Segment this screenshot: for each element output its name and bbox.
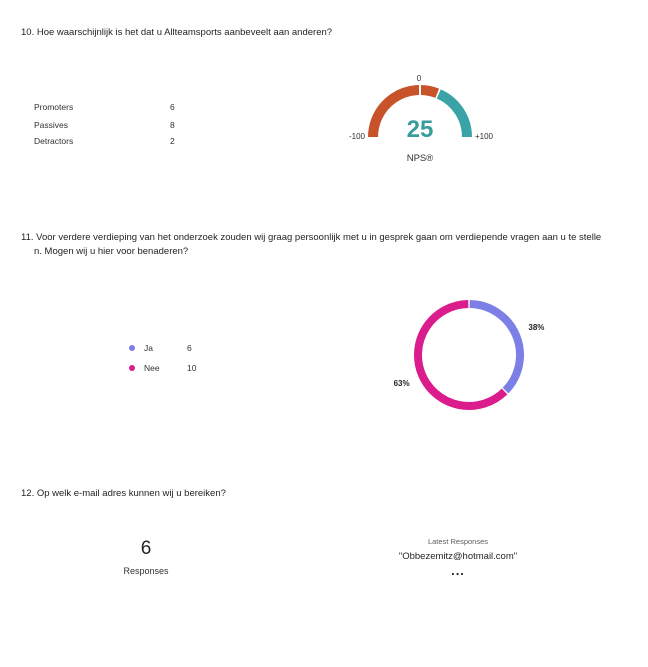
- nps-gauge-max-label: +100: [474, 132, 494, 141]
- q11-title-line2: n. Mogen wij u hier voor benaderen?: [34, 246, 189, 257]
- detractors-label: Detractors: [34, 136, 74, 146]
- promoters-value: 6: [170, 102, 175, 112]
- responses-label: Responses: [123, 566, 169, 576]
- promoters-label: Promoters: [34, 102, 74, 112]
- donut-slice-nee[interactable]: [418, 304, 505, 406]
- latest-responses-title: Latest Responses: [427, 537, 489, 546]
- nps-label: NPS®: [406, 153, 434, 164]
- legend-value-ja: 6: [187, 343, 192, 353]
- donut-slice-ja[interactable]: [470, 304, 520, 391]
- q12-title: 12. Op welk e-mail adres kunnen wij u bereiken?: [21, 488, 226, 499]
- nps-gauge-mid-label: 0: [416, 74, 422, 83]
- donut-label-nee: 63%: [393, 378, 410, 388]
- q11-title-line1: 11. Voor verdere verdieping van het onderzoek zouden wij graag persoonlijk met u in gesprek gaan om verdiepende vragen aan u te stelle: [21, 232, 602, 243]
- more-responses-button[interactable]: ...: [451, 563, 465, 578]
- donut-label-ja: 38%: [528, 323, 545, 333]
- nps-score: 25: [406, 116, 434, 143]
- legend-label-ja: Ja: [144, 343, 153, 353]
- nps-gauge-min-label: -100: [348, 132, 366, 141]
- passives-value: 8: [170, 120, 175, 130]
- responses-count: 6: [140, 538, 152, 559]
- legend-value-nee: 10: [187, 363, 197, 373]
- q10-title: 10. Hoe waarschijnlijk is het dat u Allteamsports aanbeveelt aan anderen?: [21, 27, 333, 38]
- detractors-value: 2: [170, 136, 175, 146]
- legend-label-nee: Nee: [144, 363, 160, 373]
- latest-response-value: "Obbezemitz@hotmail.com": [398, 551, 518, 562]
- passives-label: Passives: [34, 120, 69, 130]
